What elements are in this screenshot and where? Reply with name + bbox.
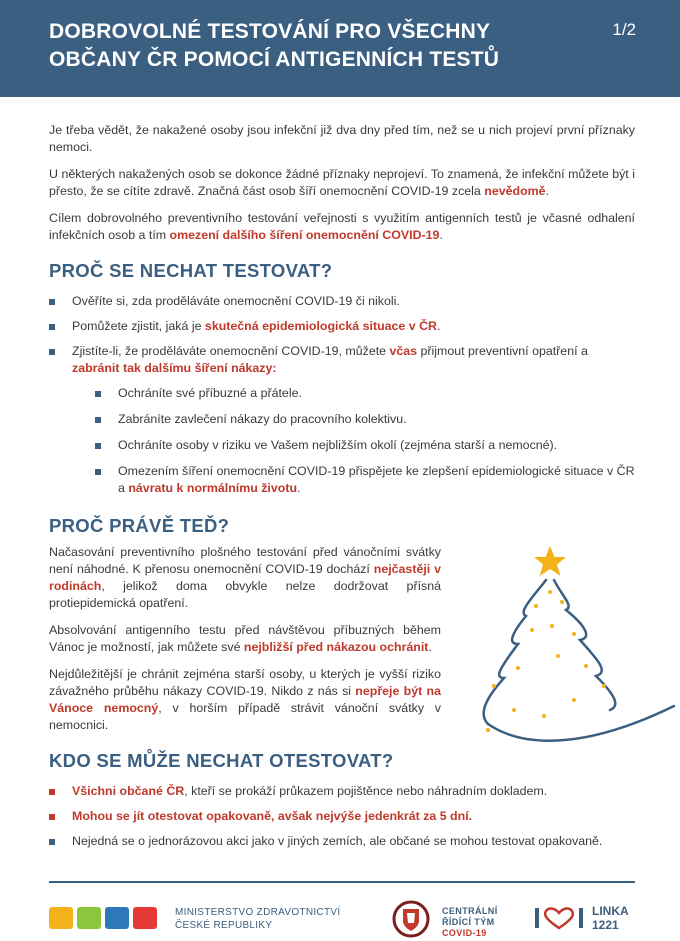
who-list [49,783,635,850]
text-segment: Zjistíte-li, že proděláváte onemocnění COVID-19, můžete [72,344,390,358]
text-segment: Zabráníte zavlečení nákazy do pracovního kolektivu. [118,412,407,426]
highlight-text: návratu k normálnímu životu [128,481,298,495]
text-segment: . [428,640,432,654]
ministry-line-2: ČESKÉ REPUBLIKY [175,920,273,931]
now-paragraph-3 [49,666,441,734]
text-segment: Ověříte si, zda proděláváte onemocnění COVID-19 či nikoli. [72,294,400,308]
tree-star-dot [550,624,554,628]
now-text-column [49,544,441,734]
tree-star-dot [584,664,588,668]
text-segment: . [545,184,550,198]
square-bullet-icon [49,789,55,795]
logo-segment-red [133,907,157,929]
tree-star-dot [486,728,490,732]
text-segment: Cílem dobrovolného preventivního testování veřejnosti s využitím antigenních testů je včasné odhalení infekčních osob a tím [49,211,635,242]
highlight-text: omezení dalšího šíření onemocnění COVID-19 [169,228,440,242]
list-item [49,783,635,800]
tree-base-swirl [488,706,674,741]
footer-divider [49,881,635,883]
christmas-tree-illustration [470,540,675,755]
tree-right-outline [554,580,615,710]
tree-star-dot [556,654,560,658]
tree-star-dot [548,590,552,594]
text-segment: Absolvování antigenního testu před návštěvou příbuzných během Vánoc je možností, jak můžete své [49,623,441,654]
square-bullet-icon [49,299,55,305]
highlight-text: včas [389,344,418,358]
sublist-item [95,437,635,454]
square-bullet-icon [49,324,55,330]
section-heading-why: PROČ SE NECHAT TESTOVAT? [49,260,333,281]
hotline-label [592,904,629,932]
text-segment: Ochráníte osoby v riziku ve Vašem nejbližším okolí (zejména starší a nemocné). [118,438,558,452]
ministry-line-1: MINISTERSTVO ZDRAVOTNICTVÍ [175,907,341,918]
highlight-text: nejbližší před nákazou ochránit [243,640,429,654]
square-bullet-icon [49,839,55,845]
highlight-text: nevědomě [484,184,546,198]
square-bullet-icon [95,469,101,475]
text-segment: , kteří se prokáží průkazem pojištěnce nebo náhradním dokladem. [184,784,548,798]
heart-icon [545,909,573,928]
tree-star-dot [530,628,534,632]
intro-paragraph-3 [49,210,635,244]
sublist-item [95,385,635,402]
coat-of-arms-icon [390,899,432,939]
list-item [49,318,635,335]
page-footer [0,895,680,941]
hotline-logo-icon [533,905,585,931]
text-segment: . [439,228,443,242]
intro-paragraph-1: Je třeba vědět, že nakažené osoby jsou infekční již dva dny před tím, než se u nich projeví první příznaky nemoci. [49,123,635,154]
tree-decoration-stars [486,590,606,732]
hotline-line-1: LINKA [592,904,629,918]
list-item [49,293,635,310]
tree-star-dot [534,604,538,608]
list-item [49,808,635,825]
hotline-bar-right [579,908,583,928]
central-team-line-1: CENTRÁLNÍ [442,906,498,916]
central-team-name [442,906,498,939]
tree-top-star-icon [534,546,566,576]
tree-star-dot [516,666,520,670]
tree-star-dot [512,708,516,712]
hotline-number: 1221 [592,918,619,932]
section-heading-who: KDO SE MŮŽE NECHAT OTESTOVAT? [49,750,394,771]
sublist-item [95,411,635,428]
text-segment: Omezením šíření onemocnění COVID-19 přispějete ke zlepšení epidemiologické situace v ČR a [118,464,635,495]
logo-segment-green [77,907,101,929]
text-segment: , v horším případě strávit vánoční svátky v nemocnici. [49,701,441,732]
intro-paragraph-2 [49,166,635,200]
square-bullet-icon [95,391,101,397]
text-segment: . [437,319,441,333]
logo-segment-yellow [49,907,73,929]
text-segment: . [297,481,301,495]
text-segment: Nejedná se o jednorázovou akci jako v jiných zemích, ale občané se mohou testovat opakovaně. [72,834,603,848]
title-line-1: DOBROVOLNÉ TESTOVÁNÍ PRO VŠECHNY [49,20,491,43]
tree-star-dot [492,684,496,688]
sublist-item [95,463,635,497]
now-paragraph-1 [49,544,441,612]
list-item [49,343,635,497]
page-header [0,0,680,97]
highlight-text: Mohou se jít otestovat opakovaně, avšak nejvýše jedenkrát za 5 dní. [72,809,473,823]
tree-left-outline [484,580,546,724]
highlight-text: zabránit tak dalšímu šíření nákazy: [72,361,277,375]
why-list [49,293,635,497]
highlight-text: nepřeje být na Vánoce nemocný [49,684,441,715]
square-bullet-icon [95,443,101,449]
why-sublist [72,385,635,497]
text-segment: U některých nakažených osob se dokonce žádné příznaky neprojeví. To znamená, že infekční můžete být i přesto, že se cítíte zdravě. Značná část osob šíří onemocnění COVID-19 zcela [49,167,635,198]
text-segment: , jelikož doma obvykle nelze dodržovat přísná protiepidemická opatření. [49,579,441,610]
logo-segment-blue [105,907,129,929]
text-segment: Načasování preventivního plošného testování před vánočními svátky není náhodné. K přenosu onemocnění COVID-19 dochází [49,545,441,576]
square-bullet-icon [49,814,55,820]
highlight-text: nejčastěji v rodinách [49,562,441,593]
list-item [49,833,635,850]
page-title [49,18,589,74]
tree-star-dot [542,714,546,718]
highlight-text: Všichni občané ČR [72,784,185,798]
central-team-line-2: ŘÍDÍCÍ TÝM [442,917,495,927]
ministry-name [175,906,340,932]
section-heading-now: PROČ PRÁVĚ TEĎ? [49,515,230,536]
hotline-bar-left [535,908,539,928]
square-bullet-icon [49,349,55,355]
tree-star-dot [560,600,564,604]
tree-star-dot [572,632,576,636]
tree-star-dot [602,684,606,688]
square-bullet-icon [95,417,101,423]
text-segment: přijmout preventivní opatření a [417,344,588,358]
title-line-2: OBČANY ČR POMOCÍ ANTIGENNÍCH TESTŮ [49,48,500,71]
now-paragraph-2 [49,622,441,656]
text-segment: Ochráníte své příbuzné a přátele. [118,386,302,400]
central-team-line-3: COVID-19 [442,928,487,938]
text-segment: Pomůžete zjistit, jaká je [72,319,205,333]
text-segment: Nejdůležitější je chránit zejména starší osoby, u kterých je vyšší riziko závažného průběhu nákazy COVID-19. Nikdo z nás si [49,667,441,698]
ministry-logo [49,907,157,929]
coat-of-arms-lion [407,913,415,923]
highlight-text: skutečná epidemiologická situace v ČR [204,319,437,333]
tree-star-dot [572,698,576,702]
page-number: 1/2 [612,20,636,39]
